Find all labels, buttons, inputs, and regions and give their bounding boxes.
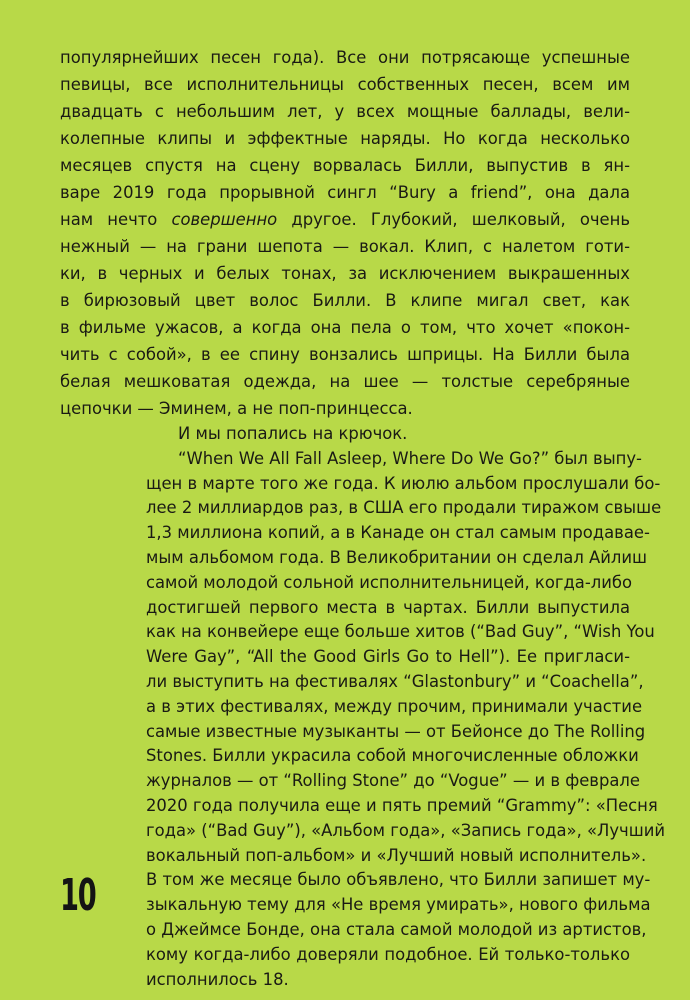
text-line: колепные клипы и эффектные наряды. Но когда несколько (60, 129, 630, 148)
text-line: года» (“Bad Guy”), «Альбом года», «Запись года», «Лучший (146, 820, 666, 840)
text-line: варе 2019 года прорывной сингл “Bury a friend”, она дала (60, 183, 630, 202)
text-line: в фильме ужасов, а когда она пела о том, что хочет «покон- (60, 318, 630, 337)
text-line: исполнилось 18. (146, 969, 289, 989)
text-line: лее 2 миллиардов раз, в США его продали тиражом свыше (146, 498, 662, 518)
text-line: зыкальную тему для «Не время умирать», нового фильма (146, 895, 651, 915)
text-line: цепочки — Эминем, а не поп-принцесса. (60, 399, 413, 418)
text-line: кому когда-либо доверяли подобное. Ей только-только (146, 944, 630, 964)
text-line: певицы, все исполнительницы собственных песен, всем им (60, 75, 630, 94)
text-line: как на конвейере еще больше хитов (“Bad Guy”, “Wish You (146, 622, 655, 642)
text-line: 1,3 миллиона копий, а в Канаде он стал самым продавае- (146, 523, 650, 543)
text-line: Stones. Билли украсила собой многочисленные обложки (146, 746, 639, 766)
text-line: самые известные музыканты — от Бейонсе до The Rolling (146, 721, 646, 741)
text-line: вокальный поп-альбом» и «Лучший новый исполнитель». (146, 845, 647, 865)
text-line: 2020 года получила еще и пять премий “Grammy”: «Песня (146, 796, 658, 815)
page-number: 10 (60, 870, 96, 922)
emphasis-word: совершенно (171, 210, 278, 229)
text-line: В том же месяце было объявлено, что Билли запишет му- (146, 870, 651, 890)
text-line: о Джеймсе Бонде, она стала самой молодой из артистов, (146, 920, 647, 939)
text-line: “When We All Fall Asleep, Where Do We Go?” был выпу- (178, 448, 642, 468)
text-line: чить с собой», в ее спину вонзались шприцы. На Билли была (60, 345, 630, 364)
text-line: щен в марте того же года. К июлю альбом прослушали бо- (146, 473, 661, 493)
text-line: достигшей первого места в чартах. Билли выпустила (146, 597, 630, 617)
text-line: мым альбомом года. В Великобритании он сделал Айлиш (146, 548, 648, 567)
text-line: самой молодой сольной исполнительницей, когда-либо (146, 572, 633, 592)
text-line: И мы попались на крючок. (178, 424, 408, 443)
text-line: двадцать с небольшим лет, у всех мощные баллады, вели- (60, 102, 630, 121)
text-line: популярнейших песен года). Все они потрясающе успешные (60, 48, 630, 67)
text-line: белая мешковатая одежда, на шее — толстые серебряные (60, 372, 630, 391)
text-line: журналов — от “Rolling Stone” до “Vogue” — и в феврале (146, 771, 640, 791)
text-line: а в этих фестивалях, между прочим, принимали участие (146, 696, 643, 716)
text-line: нам нечто совершенно другое. Глубокий, шелковый, очень (60, 210, 631, 229)
text-line: ли выступить на фестивалях “Glastonbury” и “Coachella”, (146, 672, 644, 691)
text-line: нежный — на грани шепота — вокал. Клип, с налетом готи- (60, 237, 630, 256)
text-line: ки, в черных и белых тонах, за исключением выкрашенных (60, 264, 630, 283)
text-line: Were Gay”, “All the Good Girls Go to Hell”). Ее пригласи- (146, 647, 630, 667)
text-line: месяцев спустя на сцену ворвалась Билли, выпустив в ян- (60, 156, 630, 175)
text-line: в бирюзовый цвет волос Билли. В клипе мигал свет, как (60, 291, 630, 310)
